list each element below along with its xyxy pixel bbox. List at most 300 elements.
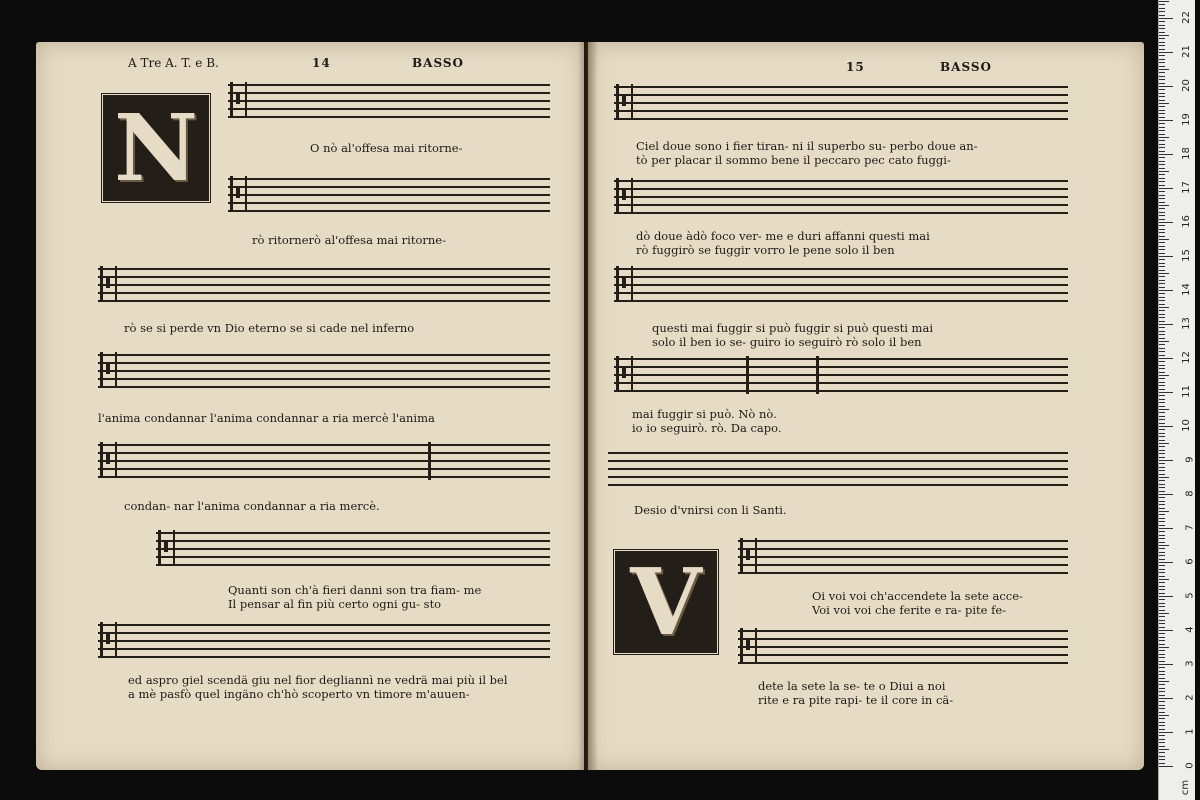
ruler-tick [1159, 297, 1165, 298]
ruler-label: 2 [1184, 694, 1196, 701]
double-barline [428, 442, 431, 480]
lyric-r8: io io seguirò. rò. Da capo. [632, 421, 782, 435]
ruler-tick [1159, 763, 1165, 764]
ruler-tick [1159, 684, 1165, 685]
ruler-tick [1159, 372, 1165, 373]
ruler-tick [1159, 708, 1165, 709]
ruler-tick [1159, 355, 1165, 356]
lyric-r3: dò doue àdò foco ver- me e duri affanni questi mai [636, 229, 930, 243]
ruler-tick [1159, 599, 1165, 600]
ruler-tick [1159, 259, 1165, 260]
ruler-tick [1159, 749, 1169, 750]
ruler-tick [1159, 525, 1165, 526]
ruler-tick [1159, 552, 1165, 553]
ruler-tick [1159, 103, 1169, 104]
c-clef-icon [616, 266, 633, 302]
ruler-tick [1159, 4, 1165, 5]
ruler-tick [1159, 144, 1165, 145]
ruler-tick [1159, 273, 1169, 274]
page-number-right: 15 [846, 60, 865, 74]
ruler-tick [1159, 11, 1165, 12]
ruler-tick [1159, 106, 1165, 107]
ruler-tick [1159, 368, 1165, 369]
page-number-left: 14 [312, 56, 331, 70]
ruler-tick [1159, 484, 1165, 485]
ruler-label: 11 [1181, 385, 1193, 398]
ruler-tick [1159, 735, 1165, 736]
ruler-tick [1159, 671, 1165, 672]
ruler-tick [1159, 562, 1173, 563]
ruler-tick [1159, 96, 1165, 97]
ruler-tick [1159, 477, 1169, 478]
lyric-r10: Voi voi voi che ferite e ra- pite fe- [812, 603, 1007, 617]
lyric-r1: Ciel doue sono i fier tiran- ni il superbo su- perbo doue an- [636, 139, 978, 153]
ruler-label: 22 [1181, 11, 1193, 24]
ruler-tick [1159, 589, 1165, 590]
ruler-tick [1159, 705, 1165, 706]
ruler-tick [1159, 429, 1165, 430]
ruler-tick [1159, 338, 1165, 339]
ruler-tick [1159, 208, 1165, 209]
ruler-tick [1159, 463, 1165, 464]
ruler-tick [1159, 545, 1169, 546]
ruler-tick [1159, 205, 1169, 206]
ruler-tick [1159, 433, 1165, 434]
ruler-tick [1159, 59, 1165, 60]
ruler-tick [1159, 76, 1165, 77]
lyric-line-3: rò se si perde vn Dio eterno se si cade nel inferno [124, 321, 415, 335]
lyric-line-2: rò ritornerò al'offesa mai ritorne- [252, 233, 447, 247]
staff-1 [228, 82, 550, 116]
ruler-tick [1159, 559, 1165, 560]
staff-r6 [738, 538, 1068, 572]
ruler-tick [1159, 321, 1165, 322]
ruler-tick [1159, 446, 1165, 447]
ruler-tick [1159, 222, 1173, 223]
ruler-tick [1159, 236, 1165, 237]
ruler-tick [1159, 249, 1165, 250]
ruler-tick [1159, 606, 1165, 607]
ruler-label: 14 [1181, 283, 1193, 296]
ruler-tick [1159, 613, 1169, 614]
ruler-tick [1159, 620, 1165, 621]
ruler-tick [1159, 518, 1165, 519]
ruler-tick [1159, 188, 1173, 189]
staff-r3 [614, 266, 1068, 300]
ruler-tick [1159, 412, 1165, 413]
ruler-tick [1159, 695, 1165, 696]
ruler-label: 17 [1181, 181, 1193, 194]
ruler-tick [1159, 287, 1165, 288]
ruler-label: 15 [1181, 249, 1193, 262]
ruler-tick [1159, 195, 1165, 196]
lyric-r12: rite e ra pite rapi- te il core in cä- [758, 693, 954, 707]
lyric-r6: solo il ben io se- guiro io seguirò rò solo il ben [652, 335, 922, 349]
ruler-tick [1159, 8, 1165, 9]
ruler-tick [1159, 395, 1165, 396]
ruler-label: 5 [1184, 592, 1196, 599]
ruler-tick [1159, 181, 1165, 182]
ruler-tick [1159, 644, 1165, 645]
ruler-tick [1159, 385, 1165, 386]
ruler-unit: cm [1179, 779, 1191, 796]
c-clef-icon [100, 442, 117, 478]
ruler-tick [1159, 310, 1165, 311]
ruler-tick [1159, 378, 1165, 379]
ruler-tick [1159, 579, 1169, 580]
ruler-label: 10 [1181, 419, 1193, 432]
ruler-tick [1159, 443, 1169, 444]
ruler-tick [1159, 742, 1165, 743]
ruler-tick [1159, 127, 1165, 128]
ruler-tick [1159, 147, 1165, 148]
c-clef-icon [740, 628, 757, 664]
ruler-tick [1159, 576, 1165, 577]
ruler-tick [1159, 521, 1165, 522]
ruler-tick [1159, 32, 1165, 33]
lyric-line-4: l'anima condannar l'anima condannar a ria mercè l'anima [98, 411, 435, 425]
ruler-tick [1159, 688, 1165, 689]
ruler-tick [1159, 582, 1165, 583]
ruler-tick [1159, 334, 1165, 335]
staff-3 [98, 266, 550, 300]
staff-5 [98, 442, 550, 476]
ruler-tick [1159, 263, 1165, 264]
ruler-tick [1159, 45, 1165, 46]
ruler-tick [1159, 409, 1169, 410]
double-barline [746, 356, 749, 394]
c-clef-icon [158, 530, 175, 566]
ruler-tick [1159, 219, 1165, 220]
ruler-tick [1159, 42, 1165, 43]
ruler-tick [1159, 62, 1165, 63]
ruler-tick [1159, 732, 1173, 733]
staff-6 [156, 530, 550, 564]
ruler-tick [1159, 49, 1165, 50]
ruler-tick [1159, 239, 1169, 240]
ruler-tick [1159, 331, 1165, 332]
ruler-tick [1159, 174, 1165, 175]
decorated-initial-v [612, 548, 720, 656]
ruler-tick [1159, 426, 1173, 427]
ruler-tick [1159, 300, 1165, 301]
staff-7 [98, 622, 550, 656]
ruler-tick [1159, 712, 1165, 713]
ruler-tick [1159, 739, 1165, 740]
ruler-tick [1159, 698, 1173, 699]
ruler-tick [1159, 436, 1165, 437]
c-clef-icon [616, 84, 633, 120]
ruler-tick [1159, 225, 1165, 226]
ruler-tick [1159, 375, 1169, 376]
ruler-tick [1159, 460, 1173, 461]
ruler-label: 1 [1184, 728, 1196, 735]
ruler-tick [1159, 215, 1165, 216]
ruler-tick [1159, 616, 1165, 617]
ruler-label: 3 [1184, 660, 1196, 667]
ruler-label: 8 [1184, 490, 1196, 497]
ruler-tick [1159, 487, 1165, 488]
ruler-tick [1159, 113, 1165, 114]
ruler-tick [1159, 191, 1165, 192]
ruler-label: 12 [1181, 351, 1193, 364]
ruler-tick [1159, 531, 1165, 532]
ruler-label: 4 [1184, 626, 1196, 633]
ruler-tick [1159, 681, 1169, 682]
ruler-tick [1159, 89, 1165, 90]
ruler-tick [1159, 664, 1173, 665]
voices-header: A Tre A. T. e B. [128, 56, 219, 70]
ruler-tick [1159, 593, 1165, 594]
ruler-tick [1159, 406, 1165, 407]
ruler-tick [1159, 256, 1173, 257]
ruler-tick [1159, 72, 1165, 73]
ruler-tick [1159, 198, 1165, 199]
ruler-tick [1159, 202, 1165, 203]
ruler-tick [1159, 253, 1165, 254]
ruler-tick [1159, 572, 1165, 573]
ruler-tick [1159, 137, 1169, 138]
ruler-tick [1159, 317, 1165, 318]
ruler-tick [1159, 729, 1165, 730]
ruler-tick [1159, 361, 1165, 362]
measurement-ruler [1158, 0, 1195, 800]
ruler-tick [1159, 38, 1165, 39]
ruler-tick [1159, 324, 1173, 325]
ruler-tick [1159, 457, 1165, 458]
ruler-tick [1159, 185, 1165, 186]
ruler-tick [1159, 280, 1165, 281]
ruler-tick [1159, 290, 1173, 291]
ruler-tick [1159, 766, 1173, 767]
ruler-tick [1159, 140, 1165, 141]
ruler-tick [1159, 242, 1165, 243]
ruler-tick [1159, 501, 1165, 502]
ruler-tick [1159, 504, 1165, 505]
ruler-tick [1159, 565, 1165, 566]
ruler-tick [1159, 327, 1165, 328]
lyric-line-9: a mè pasfò quel ingäno ch'hò scoperto vn timore m'auuen- [128, 687, 470, 701]
ruler-tick [1159, 725, 1165, 726]
ruler-tick [1159, 511, 1169, 512]
ruler-tick [1159, 718, 1165, 719]
ruler-label: 21 [1181, 45, 1193, 58]
ruler-tick [1159, 623, 1165, 624]
initial-letter: N [113, 94, 199, 202]
ruler-tick [1159, 678, 1165, 679]
c-clef-icon [740, 538, 757, 574]
ruler-label: 7 [1184, 524, 1196, 531]
ruler-tick [1159, 358, 1173, 359]
ruler-tick [1159, 100, 1165, 101]
ruler-label: 20 [1181, 79, 1193, 92]
ruler-tick [1159, 86, 1173, 87]
section-title: Desio d'vnirsi con li Santi. [634, 503, 787, 517]
ruler-tick [1159, 232, 1165, 233]
ruler-tick [1159, 467, 1165, 468]
ruler-label: 19 [1181, 113, 1193, 126]
ruler-tick [1159, 35, 1169, 36]
ruler-tick [1159, 453, 1165, 454]
ruler-tick [1159, 15, 1165, 16]
ruler-tick [1159, 130, 1165, 131]
ruler-tick [1159, 491, 1165, 492]
ruler-tick [1159, 178, 1165, 179]
ruler-tick [1159, 304, 1165, 305]
ruler-tick [1159, 120, 1173, 121]
lyric-r7: mai fuggir si può. Nò nò. [632, 407, 777, 421]
ruler-tick [1159, 701, 1165, 702]
ruler-tick [1159, 610, 1165, 611]
ruler-tick [1159, 494, 1173, 495]
ruler-tick [1159, 307, 1169, 308]
staff-r5-empty [608, 450, 1068, 484]
ruler-tick [1159, 341, 1169, 342]
ruler-tick [1159, 134, 1165, 135]
ruler-tick [1159, 270, 1165, 271]
ruler-tick [1159, 151, 1165, 152]
c-clef-icon [100, 266, 117, 302]
decorated-initial-n [100, 92, 212, 204]
ruler-tick [1159, 293, 1165, 294]
c-clef-icon [100, 352, 117, 388]
ruler-tick [1159, 117, 1165, 118]
ruler-tick [1159, 283, 1165, 284]
ruler-tick [1159, 229, 1165, 230]
staff-r2 [614, 178, 1068, 212]
ruler-tick [1159, 382, 1165, 383]
ruler-tick [1159, 123, 1165, 124]
ruler-tick [1159, 154, 1173, 155]
part-title-right: BASSO [940, 60, 992, 74]
ruler-tick [1159, 555, 1165, 556]
lyric-r5: questi mai fuggir si può fuggir si può questi mai [652, 321, 933, 335]
ruler-tick [1159, 657, 1165, 658]
ruler-tick [1159, 586, 1165, 587]
ruler-tick [1159, 83, 1165, 84]
c-clef-icon [616, 356, 633, 392]
lyric-line-8: ed aspro giel scendä giu nel fior degliannì ne vedrä mai più il bel [128, 673, 508, 687]
ruler-tick [1159, 746, 1165, 747]
ruler-tick [1159, 402, 1165, 403]
ruler-tick [1159, 756, 1165, 757]
ruler-tick [1159, 647, 1169, 648]
ruler-tick [1159, 596, 1173, 597]
ruler-tick [1159, 365, 1165, 366]
ruler-tick [1159, 344, 1165, 345]
c-clef-icon [230, 176, 247, 212]
ruler-tick [1159, 627, 1165, 628]
ruler-tick [1159, 722, 1165, 723]
ruler-tick [1159, 474, 1165, 475]
ruler-tick [1159, 654, 1165, 655]
ruler-tick [1159, 392, 1173, 393]
lyric-r9: Oi voi voi ch'accendete la sete acce- [812, 589, 1023, 603]
ruler-tick [1159, 348, 1165, 349]
ruler-tick [1159, 508, 1165, 509]
ruler-tick [1159, 759, 1165, 760]
ruler-label: 18 [1181, 147, 1193, 160]
ruler-tick [1159, 603, 1165, 604]
ruler-label: 16 [1181, 215, 1193, 228]
final-barline [816, 356, 819, 394]
ruler-tick [1159, 514, 1165, 515]
lyric-r2: tò per placar il sommo bene il peccaro pec cato fuggi- [636, 153, 951, 167]
ruler-tick [1159, 470, 1165, 471]
ruler-tick [1159, 416, 1165, 417]
ruler-tick [1159, 79, 1165, 80]
staff-r7 [738, 628, 1068, 662]
ruler-tick [1159, 69, 1169, 70]
ruler-tick [1159, 535, 1165, 536]
ruler-tick [1159, 28, 1165, 29]
ruler-tick [1159, 569, 1165, 570]
ruler-label: 6 [1184, 558, 1196, 565]
ruler-tick [1159, 538, 1165, 539]
ruler-tick [1159, 171, 1169, 172]
ruler-tick [1159, 157, 1165, 158]
lyric-line-6: Quanti son ch'à fieri danni son tra fiam- me [228, 583, 482, 597]
ruler-tick [1159, 21, 1165, 22]
lyric-line-1: O nò al'offesa mai ritorne- [310, 141, 463, 155]
c-clef-icon [616, 178, 633, 214]
part-title-left: BASSO [412, 56, 464, 70]
ruler-label: 13 [1181, 317, 1193, 330]
book-gutter [578, 42, 598, 770]
ruler-tick [1159, 423, 1165, 424]
ruler-tick [1159, 542, 1165, 543]
c-clef-icon [100, 622, 117, 658]
ruler-tick [1159, 752, 1165, 753]
ruler-tick [1159, 66, 1165, 67]
staff-4 [98, 352, 550, 386]
ruler-tick [1159, 637, 1165, 638]
ruler-tick [1159, 276, 1165, 277]
ruler-tick [1159, 161, 1165, 162]
ruler-tick [1159, 351, 1165, 352]
ruler-tick [1159, 266, 1165, 267]
lyric-r11: dete la sete la se- te o Diui a noi [758, 679, 946, 693]
ruler-tick [1159, 667, 1165, 668]
ruler-tick [1159, 661, 1165, 662]
ruler-tick [1159, 630, 1173, 631]
ruler-tick [1159, 314, 1165, 315]
ruler-tick [1159, 640, 1165, 641]
staff-r4 [614, 356, 1068, 390]
staff-r1 [614, 84, 1068, 118]
staff-2 [228, 176, 550, 210]
ruler-tick [1159, 164, 1165, 165]
ruler-tick [1159, 389, 1165, 390]
ruler-tick [1159, 480, 1165, 481]
ruler-tick [1159, 212, 1165, 213]
ruler-tick [1159, 419, 1165, 420]
ruler-tick [1159, 633, 1165, 634]
lyric-line-7: Il pensar al fin più certo ogni gu- sto [228, 597, 442, 611]
ruler-label: 9 [1184, 456, 1196, 463]
ruler-tick [1159, 1, 1169, 2]
ruler-tick [1159, 691, 1165, 692]
lyric-line-5: condan- nar l'anima condannar a ria mercè. [124, 499, 380, 513]
c-clef-icon [230, 82, 247, 118]
ruler-tick [1159, 25, 1165, 26]
ruler-tick [1159, 650, 1165, 651]
ruler-tick [1159, 450, 1165, 451]
ruler-tick [1159, 440, 1165, 441]
ruler-tick [1159, 93, 1165, 94]
ruler-tick [1159, 528, 1173, 529]
ruler-tick [1159, 52, 1173, 53]
